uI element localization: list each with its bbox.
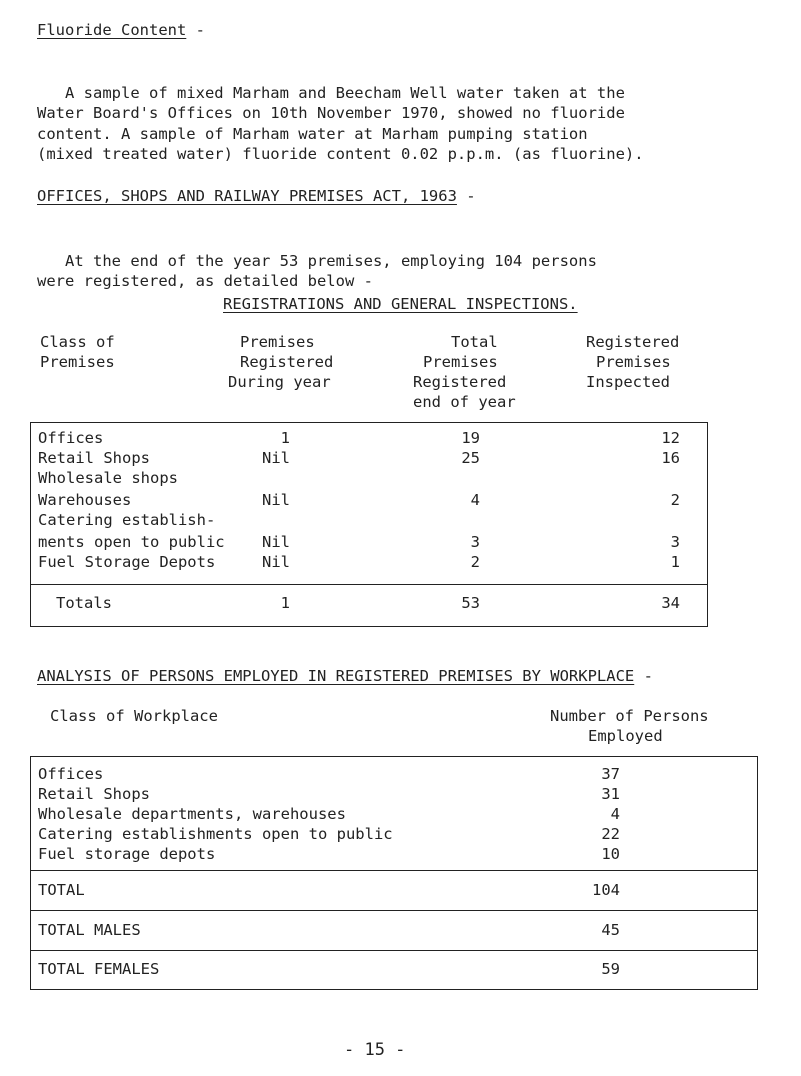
table-left-rule — [30, 422, 31, 627]
totals-label: Totals — [56, 594, 112, 612]
analysis-females-value: 59 — [601, 960, 620, 978]
analysis-top-rule — [30, 756, 757, 757]
header-class-line: Premises — [40, 353, 115, 371]
header-during-line: During year — [228, 373, 331, 391]
table-row-fuel — [38, 552, 215, 572]
table-top-rule — [30, 422, 707, 423]
row-label: Wholesale shops — [38, 469, 178, 487]
row-total: 4 — [470, 491, 480, 509]
row-inspected: 16 — [661, 449, 680, 467]
header-inspected-line: Registered — [586, 333, 680, 351]
totals-during: 1 — [280, 594, 290, 612]
header-inspected — [586, 332, 679, 392]
row-during: 1 — [280, 429, 290, 447]
row-label: Catering establish- — [38, 511, 216, 529]
header-total — [413, 332, 516, 412]
table-row-retail — [38, 448, 178, 488]
row-total: 25 — [461, 449, 480, 467]
row-total: 2 — [470, 553, 480, 571]
act-line: were registered, as detailed below - — [37, 272, 373, 290]
table-row-offices — [38, 428, 103, 448]
analysis-title: ANALYSIS OF PERSONS EMPLOYED IN REGISTERED PREMISES BY WORKPLACE — [37, 667, 635, 685]
row-total: 19 — [461, 429, 480, 447]
fluoride-paragraph — [37, 62, 644, 185]
fluoride-line: A sample of mixed Marham and Beecham Well water taken at the — [65, 83, 625, 102]
analysis-col-number-line: Employed — [588, 727, 663, 745]
totals-total: 53 — [461, 594, 480, 612]
analysis-males-rule — [30, 910, 757, 911]
analysis-row-label: Retail Shops — [38, 785, 150, 803]
analysis-left-rule — [30, 756, 31, 990]
page-number: - 15 - — [344, 1040, 406, 1060]
row-label: Warehouses — [38, 491, 132, 509]
row-label: ments open to public — [38, 533, 225, 551]
analysis-row-value: 4 — [610, 805, 620, 823]
row-inspected: 2 — [670, 491, 680, 509]
header-total-line: end of year — [413, 393, 516, 411]
header-inspected-line: Premises — [596, 353, 671, 371]
analysis-row-value: 31 — [601, 785, 620, 803]
fluoride-line: content. A sample of Marham water at Marham pumping station — [37, 124, 588, 143]
header-total-line: Premises — [423, 353, 498, 371]
analysis-row-value: 22 — [601, 825, 620, 843]
registrations-title: REGISTRATIONS AND GENERAL INSPECTIONS. — [223, 295, 578, 313]
table-row-catering — [38, 532, 225, 552]
row-label: Retail Shops — [38, 449, 150, 467]
header-during-line: Premises — [240, 333, 315, 351]
header-total-line: Total — [451, 333, 498, 351]
analysis-title-suffix: - — [634, 667, 653, 685]
act-heading-line — [37, 186, 476, 206]
header-class — [40, 332, 115, 372]
row-inspected: 12 — [661, 429, 680, 447]
analysis-males-label: TOTAL MALES — [38, 921, 141, 939]
row-during: Nil — [262, 553, 290, 571]
analysis-bottom-rule — [30, 989, 757, 990]
row-label: Fuel Storage Depots — [38, 553, 216, 571]
totals-inspected: 34 — [661, 594, 680, 612]
row-during: Nil — [262, 449, 290, 467]
analysis-col-class: Class of Workplace — [50, 707, 218, 725]
header-class-line: Class of — [40, 333, 115, 351]
row-during: Nil — [262, 491, 290, 509]
analysis-right-rule — [757, 756, 758, 990]
analysis-total-rule — [30, 870, 757, 871]
fluoride-heading-suffix: - — [186, 21, 205, 39]
fluoride-line: Water Board's Offices on 10th November 1970, showed no fluoride — [37, 104, 625, 122]
header-during-line: Registered — [240, 353, 334, 371]
analysis-title-line — [37, 666, 653, 686]
fluoride-heading-line — [37, 20, 205, 40]
analysis-col-number-line: Number of Persons — [550, 707, 709, 725]
analysis-row-label: Offices — [38, 765, 104, 783]
table-row-warehouses — [38, 490, 215, 530]
act-heading: OFFICES, SHOPS AND RAILWAY PREMISES ACT, 1963 — [37, 187, 457, 205]
fluoride-heading: Fluoride Content — [37, 21, 187, 39]
analysis-row-value: 10 — [601, 845, 620, 863]
header-inspected-line: Inspected — [586, 373, 670, 391]
analysis-total-value: 104 — [592, 881, 620, 899]
row-label: Offices — [38, 429, 104, 447]
fluoride-line: (mixed treated water) fluoride content 0.02 p.p.m. (as fluorine). — [37, 145, 644, 163]
analysis-total-label: TOTAL — [38, 881, 85, 899]
act-line: At the end of the year 53 premises, employing 104 persons — [65, 251, 597, 270]
header-total-line: Registered — [413, 373, 507, 391]
row-inspected: 3 — [670, 533, 680, 551]
row-during: Nil — [262, 533, 290, 551]
act-heading-suffix: - — [456, 187, 476, 205]
analysis-row-label: Wholesale departments, warehouses — [38, 805, 346, 823]
analysis-col-number — [550, 706, 709, 746]
analysis-row-label: Catering establishments open to public — [38, 825, 393, 843]
row-total: 3 — [470, 533, 480, 551]
row-inspected: 1 — [670, 553, 680, 571]
header-during — [228, 332, 333, 392]
table-right-rule — [707, 422, 708, 627]
analysis-females-label: TOTAL FEMALES — [38, 960, 160, 978]
analysis-females-rule — [30, 950, 757, 951]
analysis-row-value: 37 — [601, 765, 620, 783]
totals-top-rule — [30, 584, 707, 585]
table-bottom-rule — [30, 626, 707, 627]
analysis-row-label: Fuel storage depots — [38, 845, 216, 863]
analysis-males-value: 45 — [601, 921, 620, 939]
